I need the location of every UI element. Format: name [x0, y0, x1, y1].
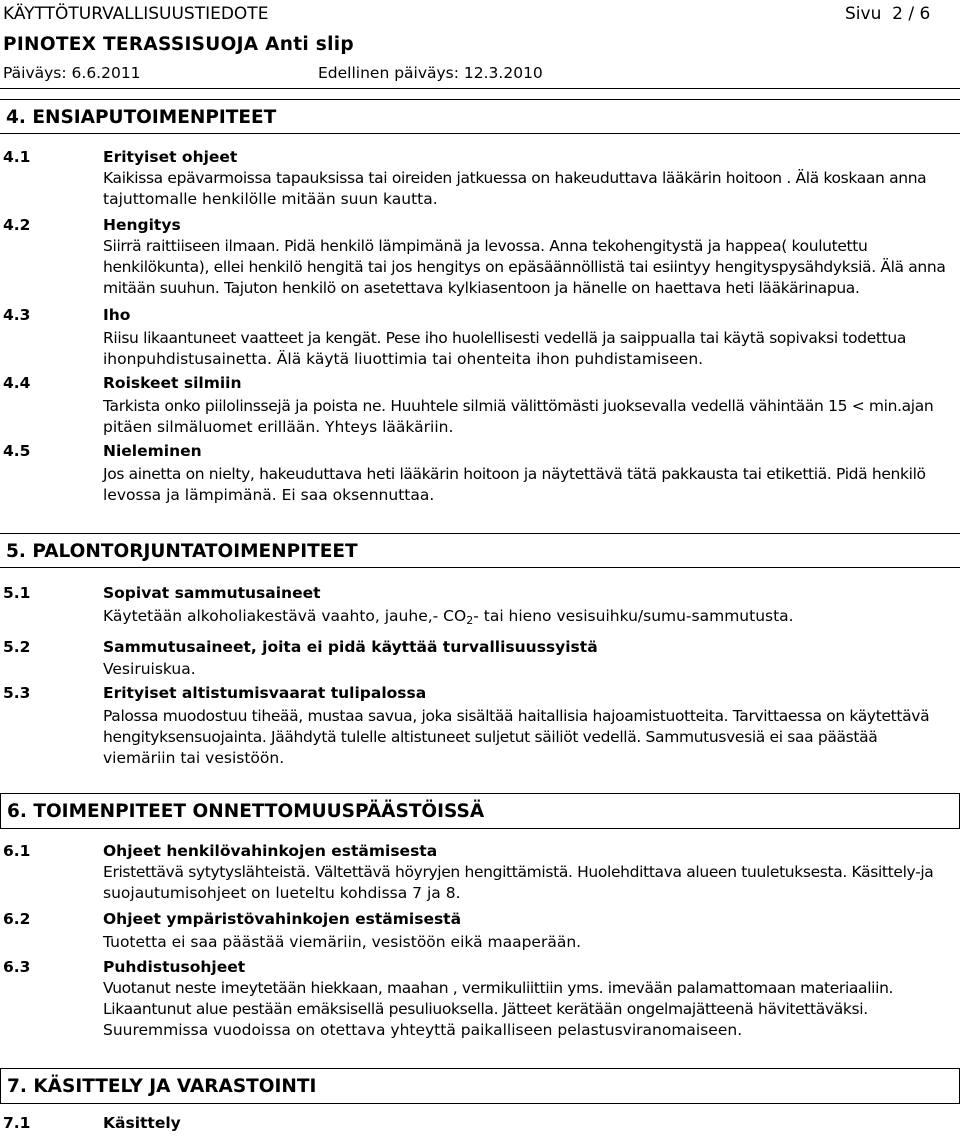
subsection-number: 5.2	[3, 638, 31, 656]
subsection-title: Iho	[103, 306, 131, 324]
subsection-text	[103, 932, 960, 953]
section-5-heading: 5. PALONTORJUNTATOIMENPITEET	[0, 533, 960, 568]
text-line: Kaikissa epävarmoissa tapauksissa tai oireiden jatkuessa on hakeuduttava lääkärin hoitoon . Älä koskaan anna	[103, 169, 927, 187]
subsection-number: 4.4	[3, 374, 31, 392]
section-4-heading: 4. ENSIAPUTOIMENPITEET	[0, 99, 960, 134]
text-line: suojautumisohjeet on lueteltu kohdissa 7 ja 8.	[103, 884, 461, 902]
subsection-text	[103, 236, 960, 299]
subsection-number: 4.2	[3, 216, 31, 234]
subsection-number: 6.1	[3, 842, 31, 860]
section-7-heading: 7. KÄSITTELY JA VARASTOINTI	[0, 1068, 960, 1104]
product-name: PINOTEX TERASSISUOJA Anti slip	[3, 34, 354, 55]
page-total: 6	[919, 4, 931, 24]
subsection-number: 5.3	[3, 684, 31, 702]
text-line: viemäriin tai vesistöön.	[103, 749, 285, 767]
text-line: Palossa muodostuu tiheää, mustaa savua, joka sisältää haitallisia hajoamistuotteita. Tarvittaessa on käytettävä	[103, 707, 930, 725]
text-line: Tuotetta ei saa päästää viemäriin, vesistöön eikä maaperään.	[103, 933, 582, 951]
header-divider	[0, 88, 960, 89]
subsection-title: Hengitys	[103, 216, 181, 234]
subsection-title: Erityiset ohjeet	[103, 148, 238, 166]
subsection-text	[103, 978, 960, 1041]
text-line: Jos ainetta on nielty, hakeuduttava heti lääkärin hoitoon ja näytettävä tätä pakkausta tai etikettiä. Pidä henkilö	[103, 465, 926, 483]
page-separator: /	[908, 4, 915, 24]
subsection-text	[103, 464, 960, 506]
previous-date: Edellinen päiväys: 12.3.2010	[318, 64, 543, 82]
subsection-number: 6.2	[3, 910, 31, 928]
text-line: Suuremmissa vuodoissa on otettava yhteyttä paikalliseen pelastusviranomaiseen.	[103, 1021, 743, 1039]
document-type: KÄYTTÖTURVALLISUUSTIEDOTE	[3, 4, 269, 24]
text-line: tajuttomalle henkilölle mitään suun kautta.	[103, 190, 438, 208]
text-line: Vesiruiskua.	[103, 660, 196, 678]
text-line: Tarkista onko piilolinssejä ja poista ne. Huuhtele silmiä välittömästi juoksevalla vedellä vähintään 15 < min.ajan	[103, 397, 934, 415]
text-line: ihonpuhdistusainetta. Älä käytä liuottimia tai ohenteita ihon puhdistamiseen.	[103, 350, 704, 368]
page-current: 2	[892, 4, 903, 24]
subsection-text	[103, 396, 960, 438]
subsection-title: Roiskeet silmiin	[103, 374, 242, 392]
text-line: Siirrä raittiiseen ilmaan. Pidä henkilö lämpimänä ja levossa. Anna tekohengitystä ja happea( koulutettu	[103, 237, 868, 255]
subsection-title: Erityiset altistumisvaarat tulipalossa	[103, 684, 427, 702]
subsection-text	[103, 659, 960, 680]
subsection-title: Ohjeet henkilövahinkojen estämisesta	[103, 842, 438, 860]
text-line: hengityksensuojainta. Jäähdytä tulelle altistuneet suljetut säiliöt vedellä. Sammutusvesiä ei saa päästää	[103, 728, 878, 746]
subsection-text	[103, 706, 960, 769]
page-label: Sivu	[845, 4, 882, 24]
subsection-number: 7.1	[3, 1114, 31, 1132]
subsection-title: Käsittely	[103, 1114, 181, 1132]
subsection-number: 4.1	[3, 148, 31, 166]
text-line: Vuotanut neste imeytetään hiekkaan, maahan , vermikuliittiin yms. imevään palamattomaan materiaaliin.	[103, 979, 894, 997]
text-line: mitään suuhun. Tajuton henkilö on asetettava kylkiasentoon ja hänelle on haettava heti lääkärinapua.	[103, 279, 860, 297]
subscript: 2	[466, 614, 474, 627]
subsection-text	[103, 862, 960, 904]
text-line	[103, 606, 960, 631]
page-number	[845, 4, 930, 24]
subsection-text	[103, 606, 960, 631]
subsection-text	[103, 168, 960, 210]
subsection-title: Nieleminen	[103, 442, 202, 460]
text-after-subscript: - tai hieno vesisuihku/sumu-sammutusta.	[473, 607, 794, 625]
text-before-subscript: Käytetään alkoholiakestävä vaahto, jauhe,- CO	[103, 607, 467, 625]
section-6-heading: 6. TOIMENPITEET ONNETTOMUUSPÄÄSTÖISSÄ	[0, 793, 960, 829]
text-line: Eristettävä sytytyslähteistä. Vältettävä höyryjen hengittämistä. Huolehdittava alueen tuuletuksesta. Käsittely-ja	[103, 863, 934, 881]
text-line: henkilökunta), ellei henkilö hengitä tai jos hengitys on epäsäännöllistä tai esiintyy hengityspysähdyksiä. Älä anna	[103, 258, 946, 276]
subsection-title: Sopivat sammutusaineet	[103, 584, 321, 602]
text-line: levossa ja lämpimänä. Ei saa oksennuttaa.	[103, 486, 435, 504]
subsection-number: 6.3	[3, 958, 31, 976]
subsection-text	[103, 328, 960, 370]
text-line: Likaantunut alue pestään emäksisellä pesuliuoksella. Jätteet kerätään ongelmajätteenä hävitettäväksi.	[103, 1000, 868, 1018]
subsection-title: Ohjeet ympäristövahinkojen estämisestä	[103, 910, 462, 928]
subsection-title: Puhdistusohjeet	[103, 958, 246, 976]
subsection-number: 5.1	[3, 584, 31, 602]
issue-date: Päiväys: 6.6.2011	[3, 64, 141, 82]
text-line: Riisu likaantuneet vaatteet ja kengät. Pese iho huolellisesti vedellä ja saippualla tai käytä sopivaksi todettua	[103, 329, 906, 347]
text-line: pitäen silmäluomet erillään. Yhteys lääkäriin.	[103, 418, 454, 436]
subsection-number: 4.5	[3, 442, 31, 460]
subsection-title: Sammutusaineet, joita ei pidä käyttää turvallisuussyistä	[103, 638, 598, 656]
subsection-number: 4.3	[3, 306, 31, 324]
